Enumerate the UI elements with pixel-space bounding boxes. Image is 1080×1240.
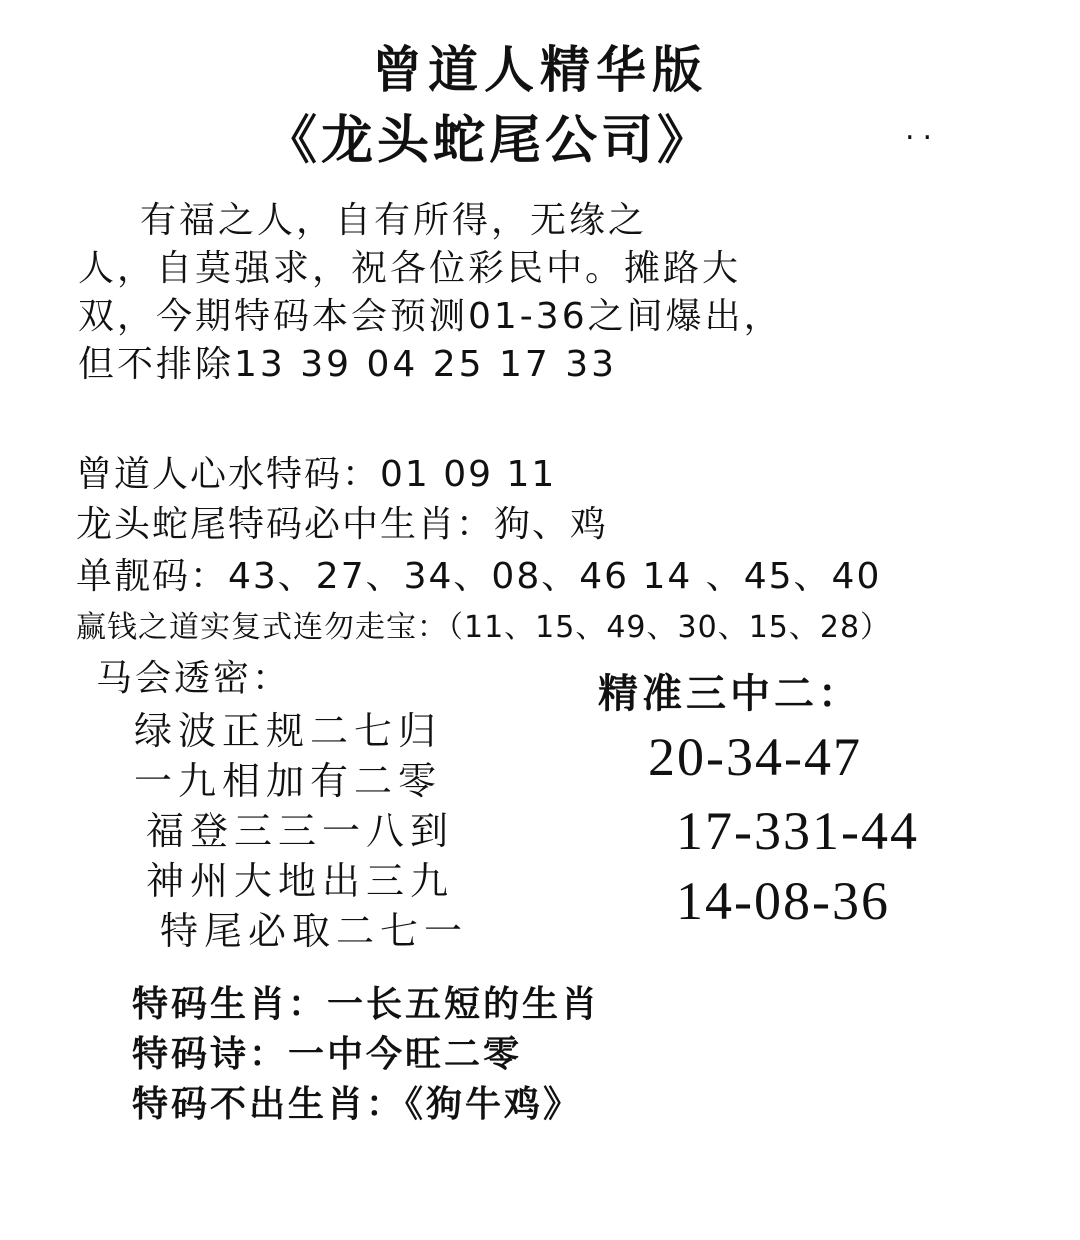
intro-line-1: 有福之人，自有所得，无缘之 [140,200,648,241]
mahui-line-3: 福登三三一八到 [146,809,455,853]
mahui-line-5: 特尾必取二七一 [160,909,469,953]
intro-line-2: 人，自莫强求，祝各位彩民中。摊路大 [78,248,742,289]
mahui-line-2: 一九相加有二零 [134,759,443,803]
jingzhun-row-3: 14-08-36 [676,871,890,931]
page-subtitle: 《龙头蛇尾公司》 [265,111,714,171]
mahui-line-1: 绿波正规二七归 [134,709,443,753]
shengxiao-line: 龙头蛇尾特码必中生肖：狗、鸡 [76,504,609,545]
footer-line-3: 特码不出生肖：《狗牛鸡》 [132,1084,583,1125]
jingzhun-row-1: 20-34-47 [648,727,862,787]
footer-line-2: 特码诗：一中今旺二零 [132,1034,523,1075]
jingzhun-row-2: 17-331-44 [676,801,919,861]
jingzhun-heading: 精准三中二： [598,671,862,717]
danliang-line: 单靓码：43、27、34、08、46 14 、45、40 [76,556,882,597]
intro-line-4: 但不排除13 39 04 25 17 33 [78,344,618,385]
decorative-dots: .. [905,112,941,147]
yingqian-line: 赢钱之道实复式连勿走宝：（11、15、49、30、15、28） [76,610,892,645]
mahui-heading: 马会透密： [96,658,292,699]
footer-line-1: 特码生肖：一长五短的生肖 [132,984,601,1025]
xinshui-line: 曾道人心水特码：01 09 11 [76,454,557,495]
intro-line-3: 双，今期特码本会预测01-36之间爆出， [78,296,783,337]
mahui-line-4: 神州大地出三九 [146,859,455,903]
page-title: 曾道人精华版 [372,41,708,99]
